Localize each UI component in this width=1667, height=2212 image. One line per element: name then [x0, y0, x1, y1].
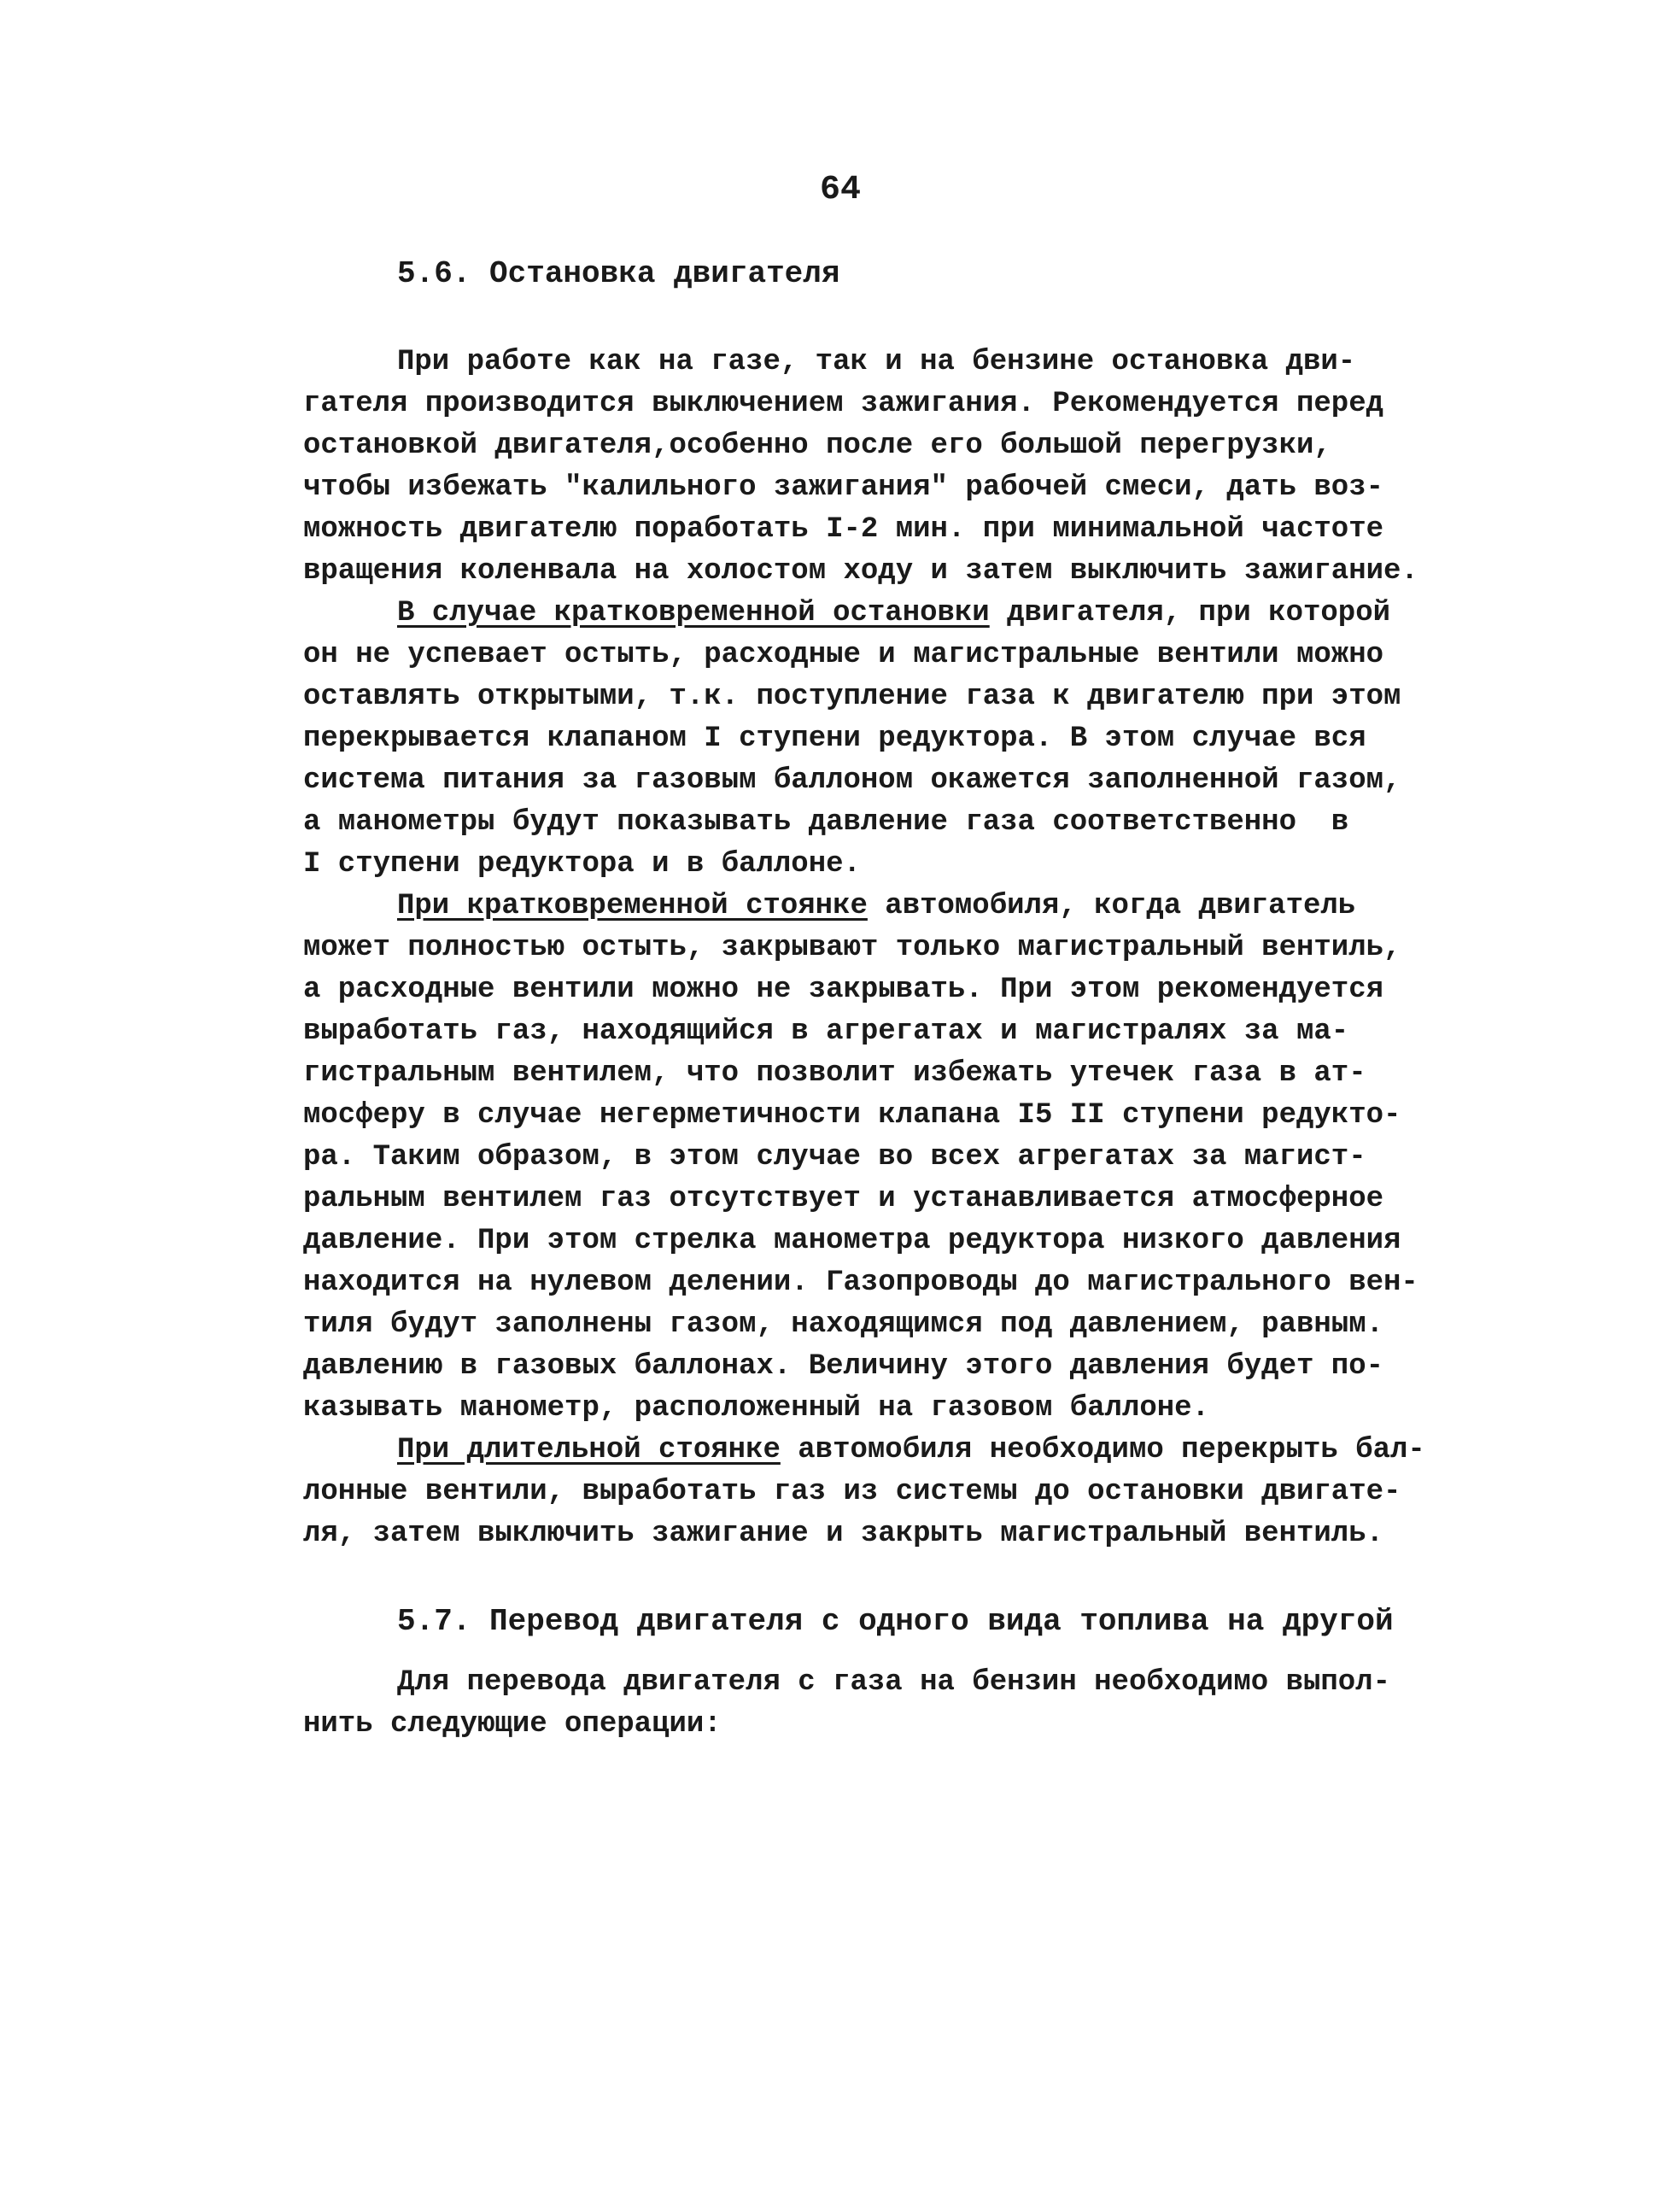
- text-line: тиля будут заполнены газом, находящимся под давлением, равным.: [303, 1308, 1384, 1341]
- text-line: [397, 596, 1390, 630]
- underlined-phrase: При кратковременной стоянке: [397, 890, 868, 922]
- text-line: остановкой двигателя,особенно после его большой перегрузки,: [303, 430, 1331, 462]
- text-line: находится на нулевом делении. Газопроводы до магистрального вен-: [303, 1267, 1418, 1299]
- section-heading-5-6: 5.6. Остановка двигателя: [397, 256, 840, 291]
- text-line: гистральным вентилем, что позволит избежать утечек газа в ат-: [303, 1057, 1366, 1090]
- text-line: лонные вентили, выработать газ из системы до остановки двигате-: [303, 1476, 1401, 1508]
- text-line: [397, 889, 1355, 923]
- text-line: он не успевает остыть, расходные и магистральные вентили можно: [303, 639, 1384, 671]
- underlined-phrase: В случае кратковременной остановки: [397, 597, 990, 629]
- text-line: чтобы избежать "калильного зажигания" рабочей смеси, дать воз-: [303, 471, 1384, 504]
- text-line: гателя производится выключением зажигания. Рекомендуется перед: [303, 388, 1384, 420]
- text-line: давление. При этом стрелка манометра редуктора низкого давления: [303, 1225, 1401, 1257]
- text-line: ра. Таким образом, в этом случае во всех агрегатах за магист-: [303, 1141, 1366, 1173]
- page-number: 64: [820, 171, 862, 209]
- text-line: нить следующие операции:: [303, 1708, 722, 1741]
- text-line: Для перевода двигателя с газа на бензин необходимо выпол-: [397, 1666, 1390, 1699]
- text-line: перекрывается клапаном I ступени редуктора. В этом случае вся: [303, 723, 1366, 755]
- text-segment: автомобиля, когда двигатель: [867, 890, 1356, 922]
- text-line: ральным вентилем газ отсутствует и устанавливается атмосферное: [303, 1183, 1384, 1215]
- text-line: [397, 1433, 1425, 1467]
- section-heading-5-7: 5.7. Перевод двигателя с одного вида топлива на другой: [397, 1604, 1394, 1639]
- text-line: выработать газ, находящийся в агрегатах и магистралях за ма-: [303, 1015, 1349, 1048]
- text-line: система питания за газовым баллоном окажется заполненной газом,: [303, 764, 1401, 797]
- text-line: а манометры будут показывать давление газа соответственно в: [303, 806, 1349, 839]
- text-line: ля, затем выключить зажигание и закрыть магистральный вентиль.: [303, 1518, 1384, 1550]
- text-segment: автомобиля необходимо перекрыть бал-: [780, 1434, 1425, 1466]
- text-line: При работе как на газе, так и на бензине остановка дви-: [397, 346, 1356, 378]
- text-line: I ступени редуктора и в баллоне.: [303, 848, 861, 881]
- underlined-phrase: При длительной стоянке: [397, 1434, 781, 1466]
- text-line: казывать манометр, расположенный на газовом баллоне.: [303, 1392, 1209, 1425]
- text-line: вращения коленвала на холостом ходу и затем выключить зажигание.: [303, 555, 1418, 588]
- text-line: давлению в газовых баллонах. Величину этого давления будет по-: [303, 1350, 1384, 1383]
- text-line: оставлять открытыми, т.к. поступление газа к двигателю при этом: [303, 681, 1401, 713]
- text-line: а расходные вентили можно не закрывать. При этом рекомендуется: [303, 974, 1384, 1006]
- text-line: мосферу в случае негерметичности клапана I5 II ступени редукто-: [303, 1099, 1401, 1132]
- text-line: можность двигателю поработать I-2 мин. при минимальной частоте: [303, 513, 1384, 546]
- text-segment: двигателя, при которой: [989, 597, 1390, 629]
- text-line: может полностью остыть, закрывают только магистральный вентиль,: [303, 932, 1401, 964]
